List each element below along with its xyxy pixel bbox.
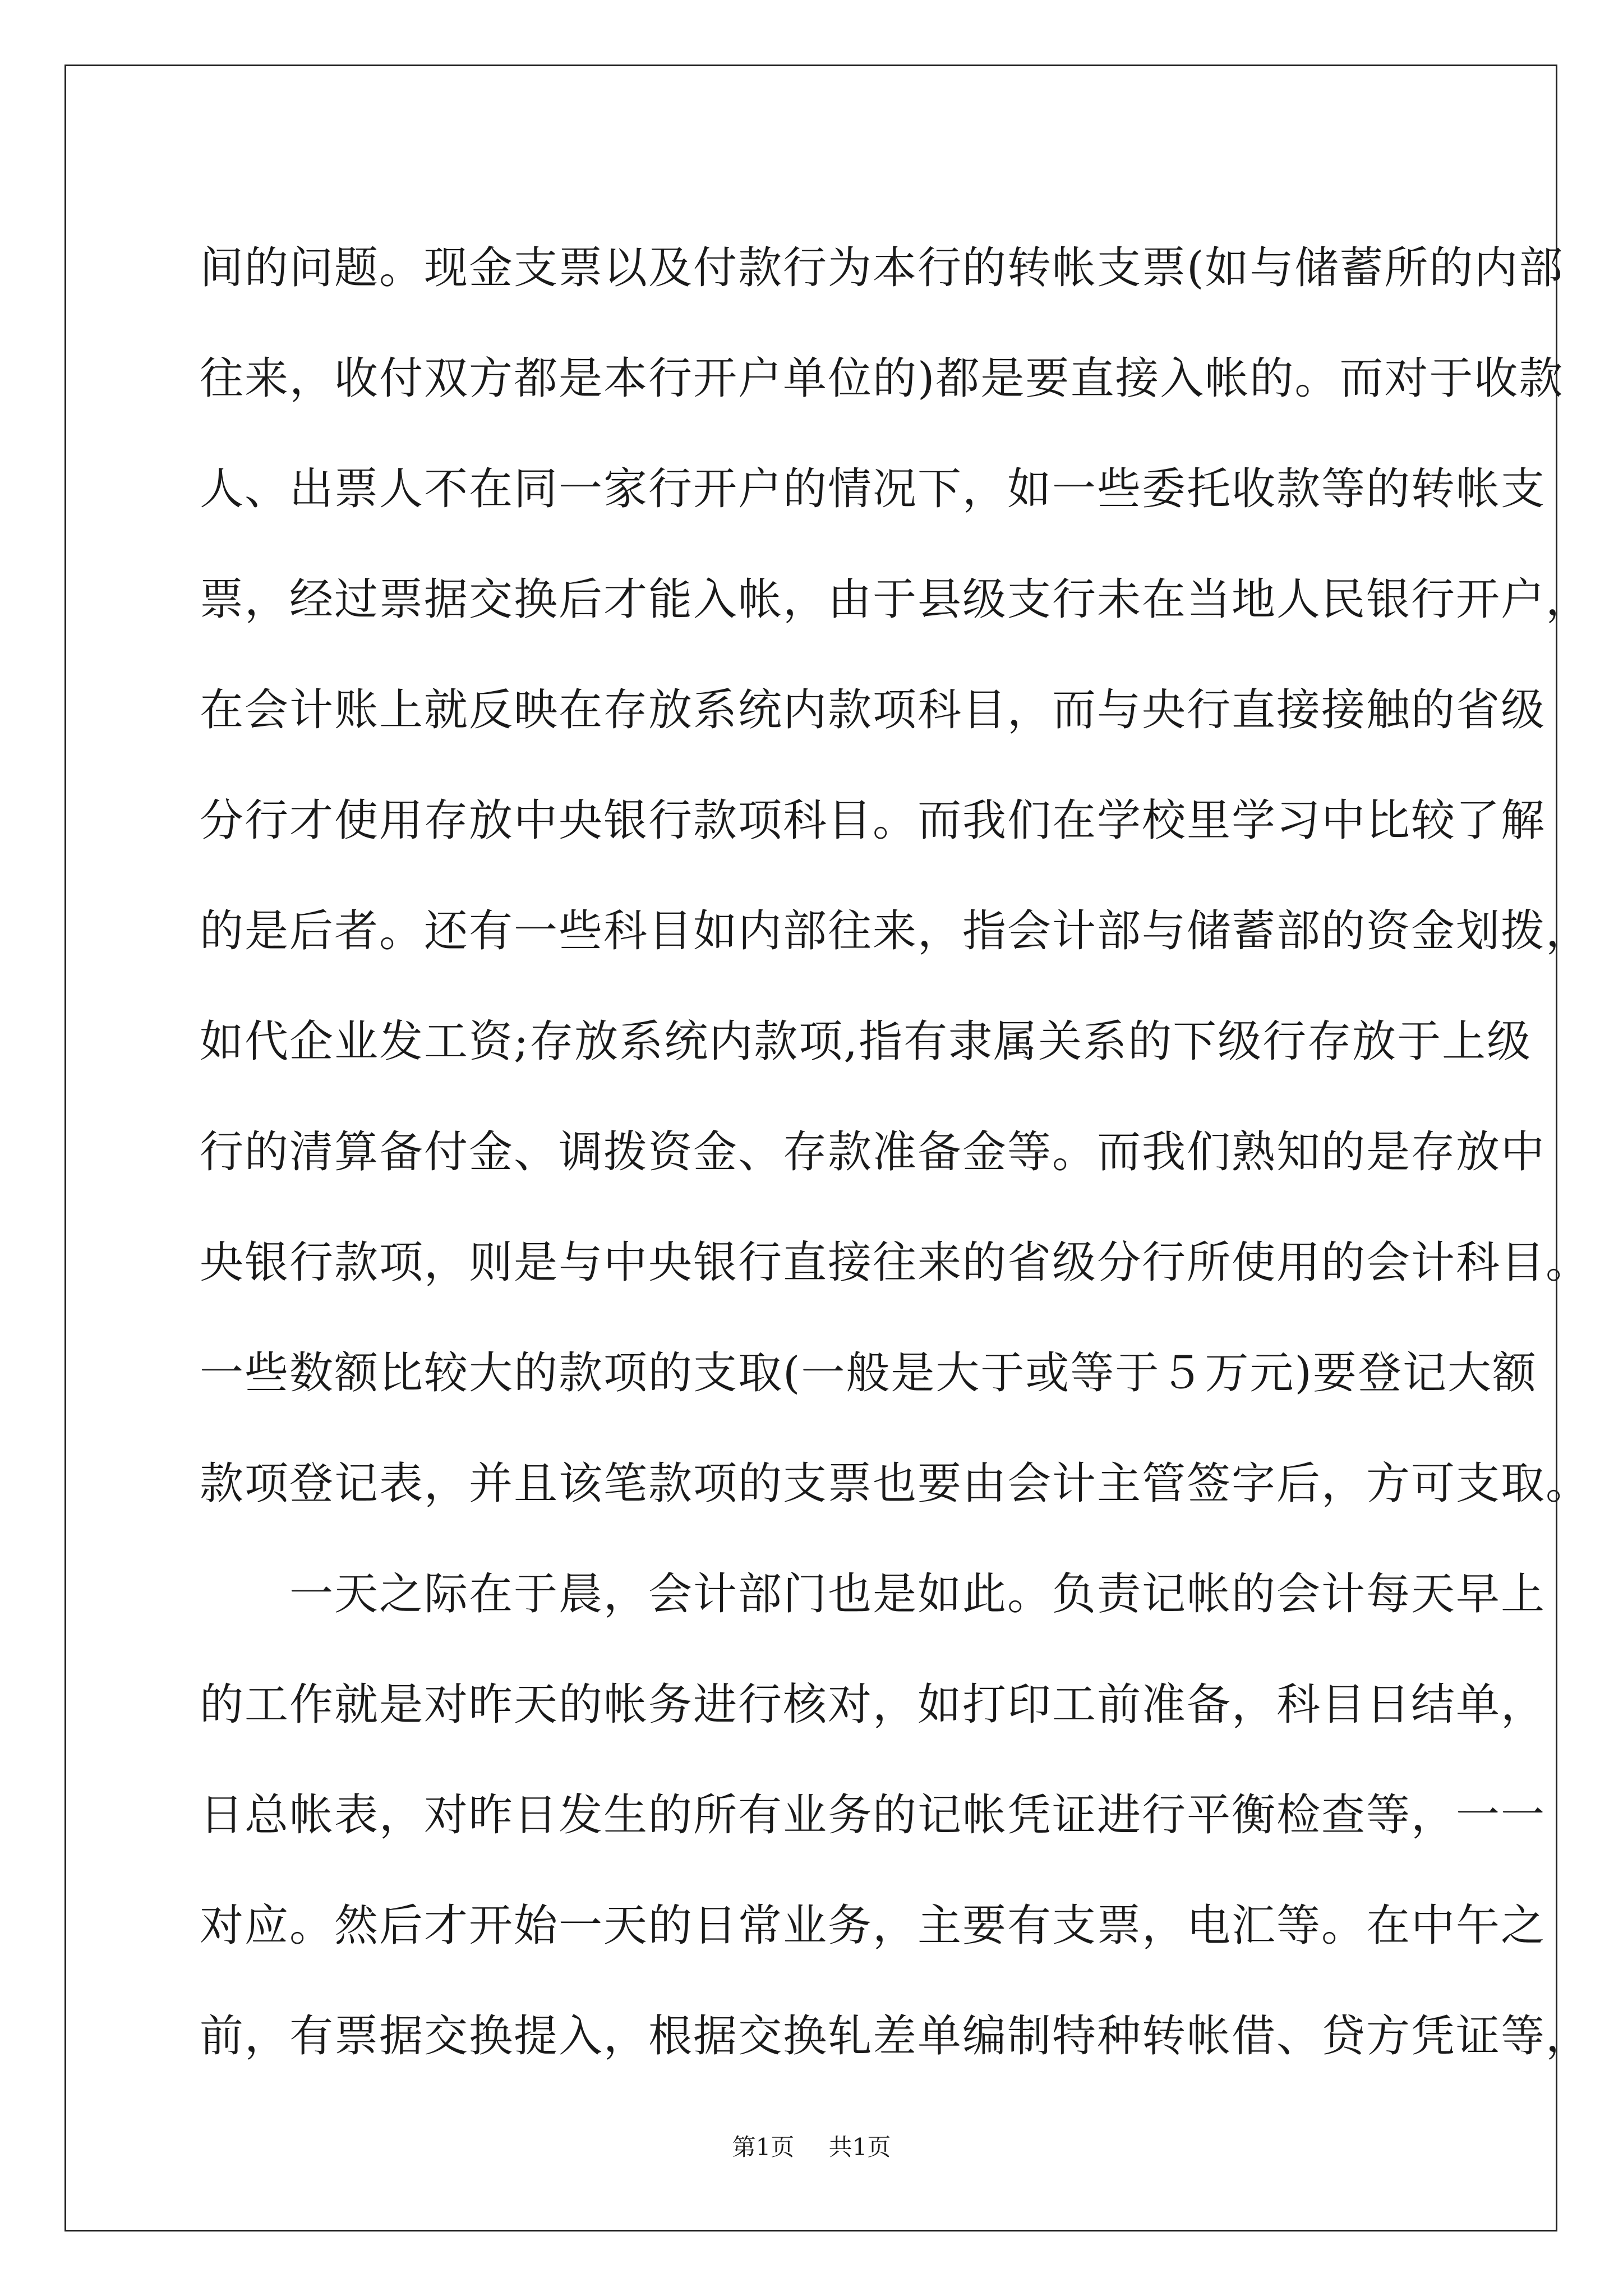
text-line: 如代企业发工资;存放系统内款项,指有隶属关系的下级行存放于上级 — [200, 1016, 1532, 1067]
text-line: 行的清算备付金、调拨资金、存款准备金等。而我们熟知的是存放中 — [200, 1127, 1546, 1177]
text-line: 对应。然后才开始一天的日常业务，主要有支票，电汇等。在中午之 — [200, 1901, 1546, 1951]
page-number: 第1页 — [732, 2133, 795, 2161]
page-footer — [0, 2129, 1623, 2162]
document-body — [200, 213, 1591, 2092]
text-line: 在会计账上就反映在存放系统内款项科目，而与央行直接接触的省级 — [200, 685, 1546, 735]
text-line: 往来，收付双方都是本行开户单位的)都是要直接入帐的。而对于收款 — [200, 353, 1564, 404]
text-line: 款项登记表，并且该笔款项的支票也要由会计主管签字后，方可支取。 — [200, 1458, 1591, 1509]
text-line: 人、出票人不在同一家行开户的情况下，如一些委托收款等的转帐支 — [200, 464, 1546, 514]
text-line: 分行才使用存放中央银行款项科目。而我们在学校里学习中比较了解 — [200, 795, 1546, 846]
text-line: 一天之际在于晨，会计部门也是如此。负责记帐的会计每天早上 — [200, 1569, 1546, 1619]
text-line: 的工作就是对昨天的帐务进行核对，如打印工前准备，科目日结单， — [200, 1680, 1546, 1730]
page-total: 共1页 — [828, 2133, 891, 2161]
text-line: 的是后者。还有一些科目如内部往来，指会计部与储蓄部的资金划拨， — [200, 906, 1591, 956]
text-line: 票，经过票据交换后才能入帐，由于县级支行未在当地人民银行开户， — [200, 574, 1591, 625]
text-line: 日总帐表，对昨日发生的所有业务的记帐凭证进行平衡检查等，一一 — [200, 1790, 1546, 1841]
text-line: 前，有票据交换提入，根据交换轧差单编制特种转帐借、贷方凭证等， — [200, 2011, 1591, 2062]
text-line: 一些数额比较大的款项的支取(一般是大于或等于５万元)要登记大额 — [200, 1348, 1537, 1398]
text-line: 间的问题。现金支票以及付款行为本行的转帐支票(如与储蓄所的内部 — [200, 243, 1564, 293]
text-line: 央银行款项，则是与中央银行直接往来的省级分行所使用的会计科目。 — [200, 1237, 1591, 1288]
